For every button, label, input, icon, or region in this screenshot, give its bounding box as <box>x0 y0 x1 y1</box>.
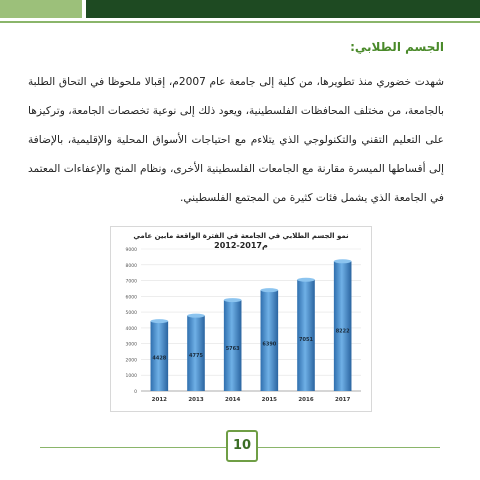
top-bar-rule <box>0 21 480 23</box>
top-decorative-bar <box>0 0 480 26</box>
y-tick-label: 5000 <box>125 311 137 317</box>
y-tick-label: 1000 <box>125 374 137 380</box>
section-heading: الجسم الطلابي: <box>350 40 444 54</box>
top-bar-dark-segment <box>86 0 480 18</box>
data-label: 6390 <box>262 341 277 348</box>
chart-title: نمو الجسم الطلابي في الجامعة في الفترة الواقعة مابين عامي <box>133 232 349 240</box>
document-body <box>28 34 444 213</box>
y-tick-label: 0 <box>134 390 137 395</box>
x-tick-label: 2017 <box>335 397 351 403</box>
y-tick-label: 6000 <box>125 295 137 301</box>
x-tick-label: 2013 <box>188 397 204 403</box>
chart-subtitle: 2012-2017م <box>214 241 268 250</box>
x-tick-label: 2014 <box>225 397 241 403</box>
bar-2016 <box>297 280 315 391</box>
data-label: 4775 <box>189 353 203 360</box>
chart-canvas <box>111 227 371 411</box>
y-tick-label: 9000 <box>125 248 137 253</box>
enrollment-chart <box>110 226 372 412</box>
x-tick-label: 2012 <box>151 397 167 403</box>
bar-cap <box>297 278 315 282</box>
y-tick-label: 8000 <box>125 263 137 269</box>
top-bar-light-segment <box>0 0 82 18</box>
x-tick-label: 2016 <box>298 397 314 403</box>
bar-2015 <box>261 290 279 391</box>
data-label: 4428 <box>152 355 167 362</box>
bar-cap <box>224 298 242 302</box>
y-tick-label: 7000 <box>125 279 137 285</box>
bar-cap <box>334 259 352 263</box>
data-label: 8222 <box>335 328 350 335</box>
bar-cap <box>151 319 169 323</box>
bar-cap <box>187 314 205 318</box>
x-tick-label: 2015 <box>261 397 277 403</box>
page-number: 10 <box>226 430 258 462</box>
y-tick-label: 2000 <box>125 358 137 364</box>
y-tick-label: 3000 <box>125 342 137 348</box>
body-paragraph: شهدت خضوري منذ تطويرها، من كلية إلى جامعة عام 2007م، إقبالا ملحوظا في التحاق الطلبة بالجامعة، من مختلف المحافظات الفلسطينية، ويعود ذلك إلى نوعية تخصصات الجامعة، وتركيزها على التعليم التقني والتكنولوجي الذي يتلاءم مع احتياجات الأسواق المحلية والإقليمية، بالإضافة إلى أقساطها الميسرة مقارنة مع الجامعات الفلسطينية الأخرى، ونظام المنح والإعفاءات المعتمد في الجامعة الذي يشمل فئات كثيرة من المجتمع الفلسطيني. <box>28 76 444 204</box>
data-label: 7051 <box>299 336 313 343</box>
y-tick-label: 4000 <box>125 326 137 332</box>
bar-2017 <box>334 261 352 391</box>
bar-cap <box>261 288 279 292</box>
data-label: 5763 <box>225 346 240 353</box>
